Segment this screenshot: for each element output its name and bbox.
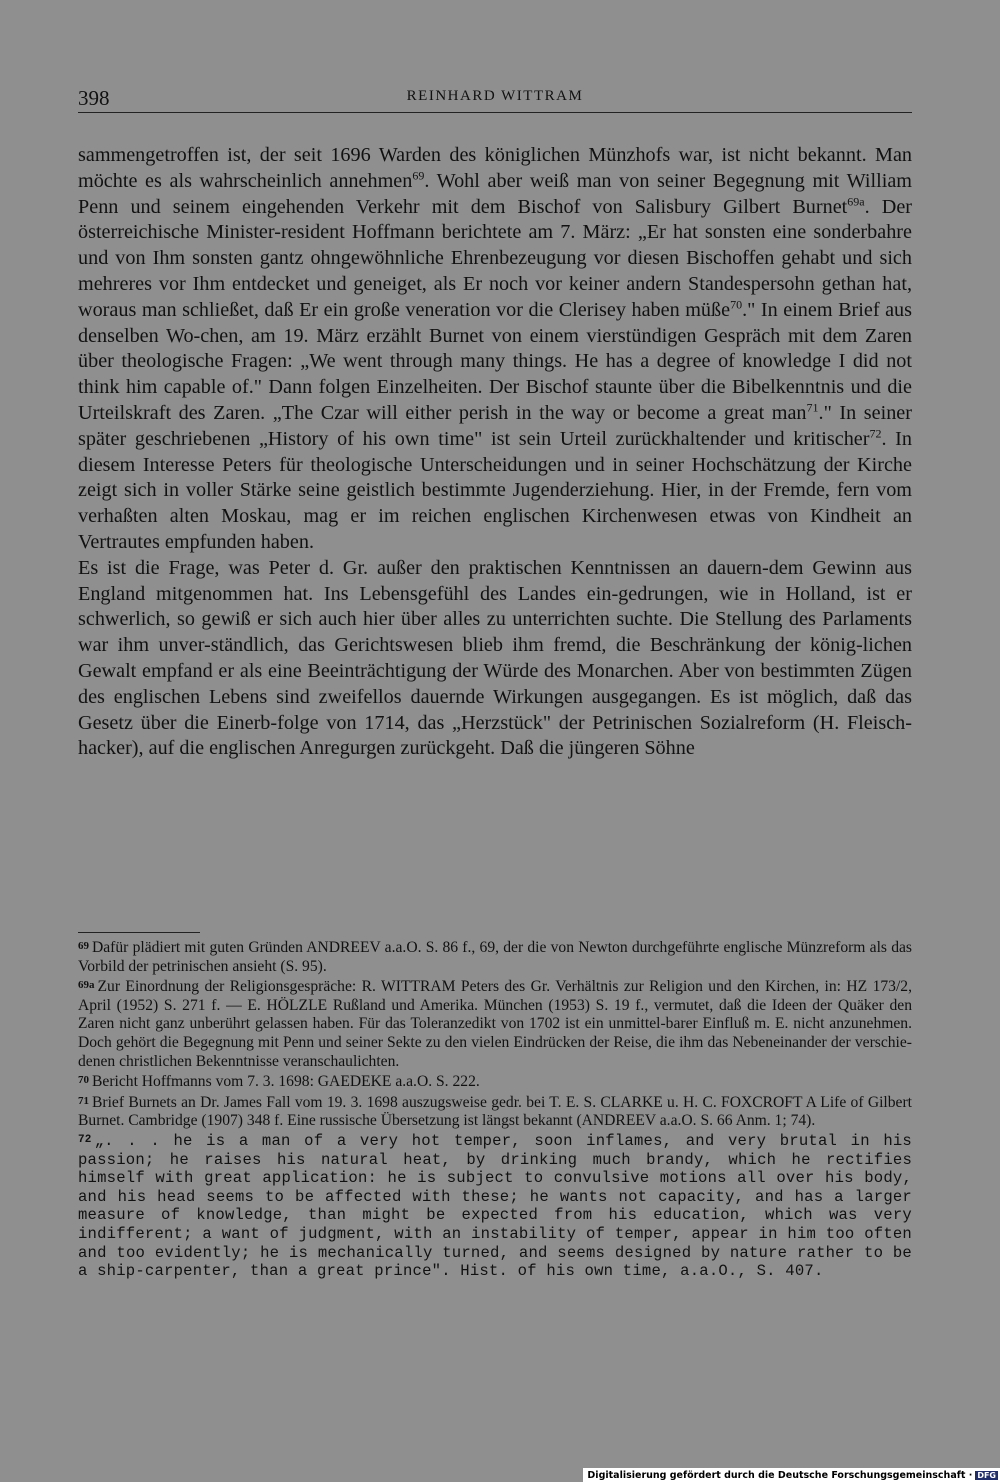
- footer-text: Digitalisierung gefördert durch die Deutsche Forschungsgemeinschaft ·: [587, 1469, 973, 1481]
- footnote-ref[interactable]: 69a: [847, 193, 865, 208]
- footnote-70: 70 Bericht Hoffmanns vom 7. 3. 1698: GAEDEKE a.a.O. S. 222.: [78, 1073, 480, 1091]
- footnote-ref[interactable]: 70: [730, 297, 743, 312]
- footnote-69a: 69a Zur Einordnung der Religionsgespräche: R. WITTRAM Peters des Gr. Verhältnis zur Religion und den Kirchen, in: HZ 173/2, April (1952) S. 271 f. — E. HÖLZLE Rußland und Amerika. München (1953) S. 19 f., vermutet, daß die Ideen der Quäker den Zaren nicht ganz unberührt gelassen haben. Für das Toleranzedikt von 1702 ist ein unmittel-barer Einfluß m. E. nicht anzunehmen. Doch gehört die Begegnung mit Penn und seiner Sekte zu den vielen Eindrücken der Reise, die ihm das Nebeneinander der verschie-denen christlichen Bekenntnisse veranschaulichten.: [78, 978, 912, 1070]
- footnote-69: 69 Dafür plädiert mit guten Gründen ANDREEV a.a.O. S. 86 f., 69, der die von Newton durchgeführte englische Münzreform als das Vorbild der petrinischen ansieht (S. 95).: [78, 939, 912, 975]
- digitization-footer: [583, 1468, 1000, 1482]
- dfg-logo: DFG: [977, 1470, 996, 1480]
- main-text: [78, 143, 912, 762]
- page-number: 398: [78, 86, 110, 110]
- footnote-72: 72 „. . . he is a man of a very hot temper, soon inflames, and very brutal in his passion; he raises his natural heat, by drinking much brandy, which he rectifies himself with great application: he is subject to convulsive motions all over his body, and his head seems to be affected with these; he wants not capacity, and has a larger measure of knowledge, than might be expected from his education, which was very indifferent; a want of judgment, with an instability of temper, appear in him too often and too evidently; he is mechanically turned, and seems designed by nature rather to be a ship-carpenter, than a great prince". Hist. of his own time, a.a.O., S. 407.: [78, 1131, 912, 1281]
- footnote-rule: [78, 932, 200, 933]
- footnotes: [78, 937, 912, 1281]
- footnote-mark: 71: [78, 1094, 89, 1107]
- footnote-mark: 70: [78, 1074, 89, 1087]
- footnote-mark: 72: [78, 1133, 92, 1146]
- footnote-mark: 69: [78, 940, 89, 952]
- paragraph-1: sammengetroffen ist, der seit 1696 Warden des königlichen Münzhofs war, ist nicht bekannt. Man möchte es als wahrscheinlich annehmen$^{69}$. Wohl aber weiß man von seiner Begegnung mit William Penn und seinem eingehenden Verkehr mit dem Bischof von Salisbury Gilbert Burnet$^{69a}$. Der österreichische Minister-resident Hoffmann berichtete am 7. März: „Er hat sonsten eine sonderbahre und von Ihm sonsten gantz ohngewöhnliche Ehrenbezeugung vor diesen Bischoffen gehabt und sich mehreres vor Ihm entdecket und geneiget, als Er noch vor keiner andern Standespersohn gethan hat, woraus man schließet, daß Er ein große veneration vor die Clerisey haben müße$^{70}$." In einem Brief aus denselben Wo-chen, am 19. März erzählt Burnet von einem vierstündigen Gespräch mit dem Zaren über theologische Fragen: „We went through many things. He has a degree of knowledge I did not think him capable of." Dann folgen Einzelheiten. Der Bischof staunte über die Bibelkenntnis und die Urteilskraft des Zaren. „The Czar will either perish in the way or become a great man$^{71}$." In seiner später geschriebenen „History of his own time" ist sein Urteil zurückhaltender und kritischer$^{72}$. In diesem Interesse Peters für theologische Unterscheidungen und in seiner Hochschätzung der Kirche zeigt sich in voller Stärke seine geistlich bestimmte Jugenderziehung. Hier, in der Fremde, fern vom verhaßten alten Moskau, mag er im reichen englischen Kirchenwesen etwas von Kindheit an Vertrautes empfunden haben.: [78, 144, 913, 553]
- footnote-ref[interactable]: 69: [412, 168, 425, 183]
- footnote-ref[interactable]: 72: [869, 426, 882, 441]
- footnote-ref[interactable]: 71: [806, 400, 819, 415]
- footnote-71: 71 Brief Burnets an Dr. James Fall vom 19. 3. 1698 auszugsweise gedr. bei T. E. S. CLARKE u. H. C. FOXCROFT A Life of Gilbert Burnet. Cambridge (1907) 348 f. Eine russische Übersetzung ist längst bekannt (ANDREEV a.a.O. S. 66 Anm. 1; 74).: [78, 1093, 912, 1130]
- running-head: REINHARD WITTRAM: [406, 88, 584, 104]
- running-header: [78, 86, 912, 113]
- footnote-mark: 69a: [78, 979, 95, 992]
- paragraph-2: Es ist die Frage, was Peter d. Gr. außer den praktischen Kenntnissen an dauern-dem Gewinn aus England mitgenommen hat. Ins Lebensgefühl des Landes ein-gedrungen, wie in Holland, ist er schwerlich, so gewiß er sich auch hier über alles zu unterrichten suchte. Die Stellung des Parlaments war ihm unver-ständlich, das Gerichtswesen blieb ihm fremd, die Beschränkung der könig-lichen Gewalt empfand er als eine Beeinträchtigung der Würde des Monarchen. Aber von bestimmten Zügen des englischen Lebens sind zweifellos dauernde Wirkungen ausgegangen. Es ist möglich, daß das Gesetz über die Einerb-folge von 1714, das „Herzstück" der Petrinischen Sozialreform (H. Fleisch-hacker), auf die englischen Anregurgen zurückgeht. Daß die jüngeren Söhne: [78, 556, 912, 760]
